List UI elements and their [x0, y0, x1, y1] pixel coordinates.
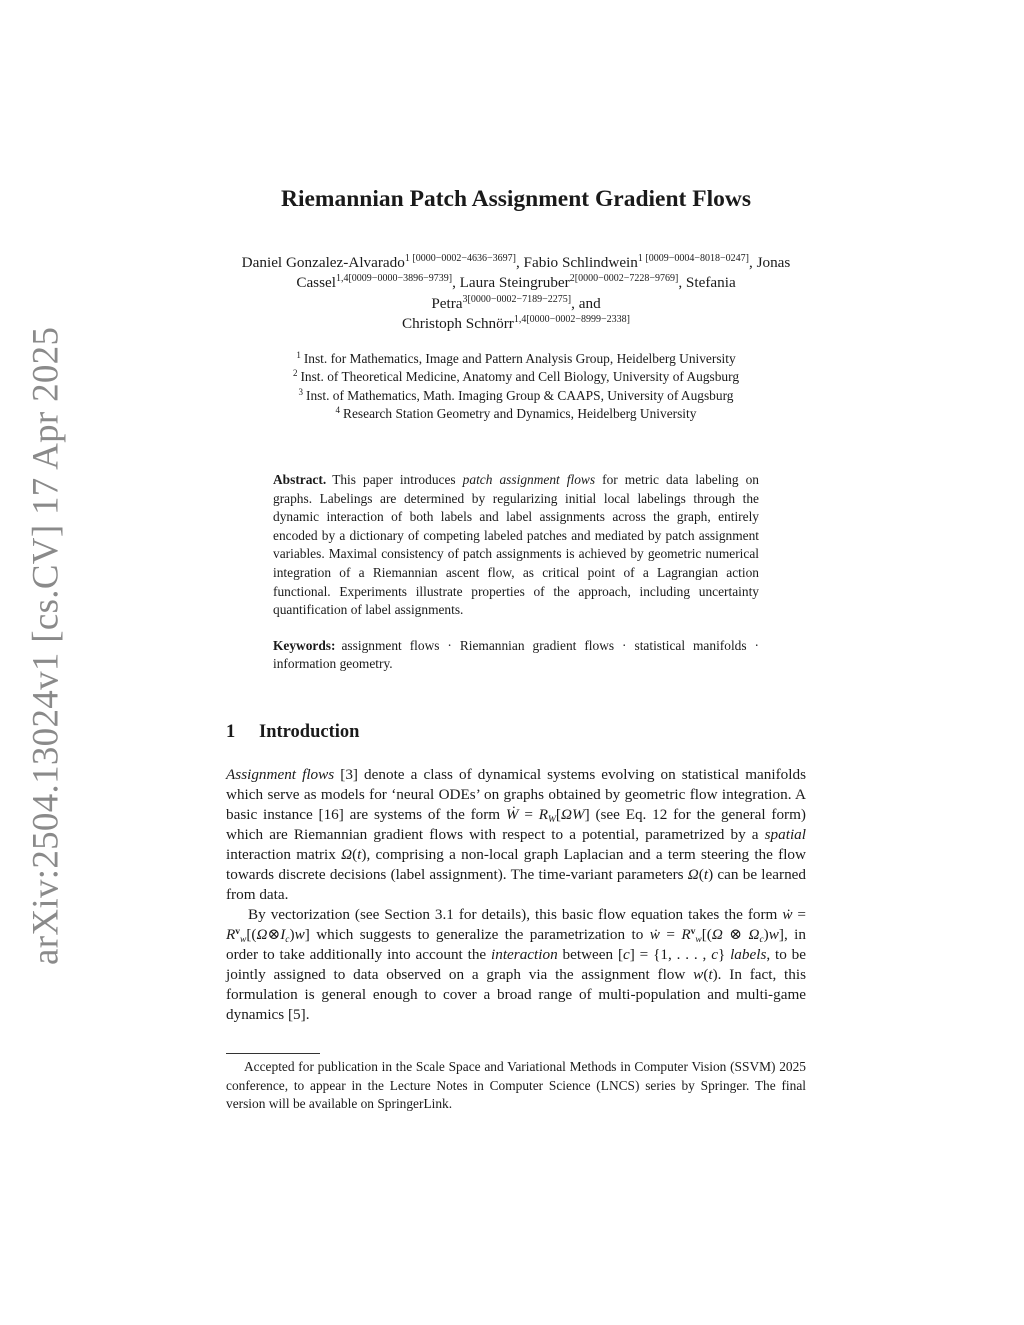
- affiliation-list: [226, 350, 806, 424]
- author-list: Daniel Gonzalez-Alvarado$^{1 [0000-0002-4636-3697]}$, Fabio Schlindwein$^{1 [0009-0004-8018-0247]}$, Jonas Cassel$^{1,4[0009-0000-3896-9739]}$, Laura Steingruber$^{2[0000-0002-7228-9769]}$, Stefania Petra$^{3[0000-0002-7189-2275]}$, and Christoph Schnörr$^{1,4[0000-0002-8999-2338]}$: [241, 253, 791, 333]
- math-inline: Ω(t): [687, 866, 714, 883]
- abstract-emphasis: patch assignment flows: [462, 472, 596, 487]
- author-orcid: 1,4[0009−0000−3896−9739]: [335, 273, 453, 285]
- author-orcid: 1 [0000−0002−4636−3697]: [404, 253, 516, 264]
- section-number: 1: [226, 722, 236, 742]
- keywords: [273, 637, 759, 674]
- keywords-text: assignment flows · Riemannian gradient flows · statistical manifolds · information geometry.: [273, 637, 759, 672]
- affiliation-text: Inst. for Mathematics, Image and Pattern Analysis Group, Heidelberg University: [303, 351, 736, 366]
- text-run: . In fact, this formulation is general enough to cover a broad range of multi-population and multi-game dynamics [5].: [226, 966, 806, 1023]
- affiliation-text: Inst. of Mathematics, Math. Imaging Group & CAAPS, University of Augsburg: [306, 387, 734, 403]
- text-emphasis: labels: [730, 946, 767, 963]
- abstract-text: This paper introduces: [332, 472, 463, 487]
- affiliation-number: 1: [296, 350, 301, 360]
- section-heading: [226, 722, 359, 743]
- text-run: interaction matrix: [226, 846, 342, 863]
- text-run: , to be jointly assigned to data observed on a graph via the assignment flow: [226, 946, 806, 983]
- text-run: [3] denote a class of dynamical systems evolving on statistical manifolds which serve as models for ‘neural ODEs’ on graphs obtained by geometric flow integration. A basic instance [16] are systems of the form: [226, 766, 806, 823]
- body-text: [226, 765, 806, 1025]
- affiliation-number: 3: [298, 386, 303, 397]
- author-name: Daniel Gonzalez-Alvarado: [241, 254, 405, 271]
- paragraph: [226, 765, 806, 905]
- author-orcid: 2[0000−0002−7228−9769]: [569, 273, 679, 285]
- footnote: Accepted for publication in the Scale Space and Variational Methods in Computer Vision (SSVM) 2025 conference, to appear in the Lecture Notes in Computer Science (LNCS) series by Springer. The final version will be available on SpringerLink.: [226, 1059, 806, 1112]
- affiliation: [226, 405, 806, 423]
- author-orcid: 1 [0009−0004−8018−0247]: [637, 253, 749, 264]
- abstract-label: Abstract.: [273, 472, 327, 487]
- math-inline: Ẇ = $R_W[\Omega W]$: [505, 806, 590, 825]
- affiliation-text: Research Station Geometry and Dynamics, Heidelberg University: [343, 406, 697, 422]
- abstract-text: for metric data labeling on graphs. Labelings are determined by regularizing initial local labelings through the dynamic interaction of both labels and label assignments across the graph, entirely encoded by a dictionary of competing labeled patches and mediated by patch assignment variables. Maximal consistency of patch assignments is achieved by geometric numerical integration of a Riemannian ascent flow, as critical point of a Lagrangian action functional. Experiments illustrate properties of the approach, including uncertainty quantification of label assignments.: [273, 472, 759, 618]
- affiliation-number: 2: [292, 368, 298, 379]
- math-inline: Ω(t): [341, 846, 367, 863]
- math-inline: w(t): [693, 966, 718, 983]
- text-run: which suggests to generalize the parametrization to: [309, 926, 650, 943]
- text-emphasis: Assignment flows: [226, 766, 335, 783]
- affiliation-number: 4: [335, 405, 341, 416]
- arxiv-stamp: arXiv:2504.13024v1 [cs.CV] 17 Apr 2025: [25, 326, 67, 966]
- text-run: , in order to take additionally into account the: [226, 926, 806, 963]
- paragraph: [226, 905, 806, 1025]
- author-name: Fabio Schlindwein: [523, 254, 638, 271]
- author-name: Jonas Cassel: [296, 254, 791, 292]
- text-run: can be learned from data.: [226, 866, 806, 903]
- math-inline: ẇ = $R^v_w[(\Omega$ ⊗ $\Omega_c)w$]: [649, 926, 784, 945]
- author-name: Laura Steingruber: [459, 274, 570, 292]
- affiliation: [226, 350, 806, 368]
- text-run: By vectorization (see Section 3.1 for details), this basic flow equation takes the form: [248, 906, 783, 923]
- math-inline: ẇ = $R^v_w[(\Omega\otimes I_c)w]$: [226, 906, 806, 945]
- text-run: (see Eq. 12 for the general form) which are Riemannian gradient flows with respect to a potential, parametrized by a: [226, 806, 806, 843]
- abstract-block: [273, 471, 759, 674]
- text-run: , comprising a non-local graph Laplacian and a term steering the flow towards discrete decisions (label assignment). The time-variant parameters: [226, 846, 806, 883]
- math-inline: [c] = {1, . . . , c}: [617, 946, 726, 963]
- footnote-rule: [226, 1053, 320, 1054]
- author-name: Christoph Schnörr: [402, 315, 514, 333]
- text-emphasis: interaction: [491, 946, 558, 963]
- affiliation: [226, 368, 806, 386]
- author-orcid: 3[0000−0002−7189−2275]: [462, 293, 572, 305]
- affiliation-text: Inst. of Theoretical Medicine, Anatomy and Cell Biology, University of Augsburg: [300, 369, 740, 385]
- text-emphasis: spatial: [764, 826, 806, 843]
- keywords-label: Keywords:: [273, 637, 336, 653]
- paper-title: Riemannian Patch Assignment Gradient Flows: [280, 186, 752, 212]
- abstract: [273, 471, 759, 620]
- author-orcid: 1,4[0000−0002−8999−2338]: [513, 314, 630, 326]
- affiliation: [226, 387, 806, 405]
- section-title: Introduction: [259, 722, 360, 742]
- text-run: between: [557, 946, 618, 963]
- author-name: Stefania Petra: [431, 274, 736, 312]
